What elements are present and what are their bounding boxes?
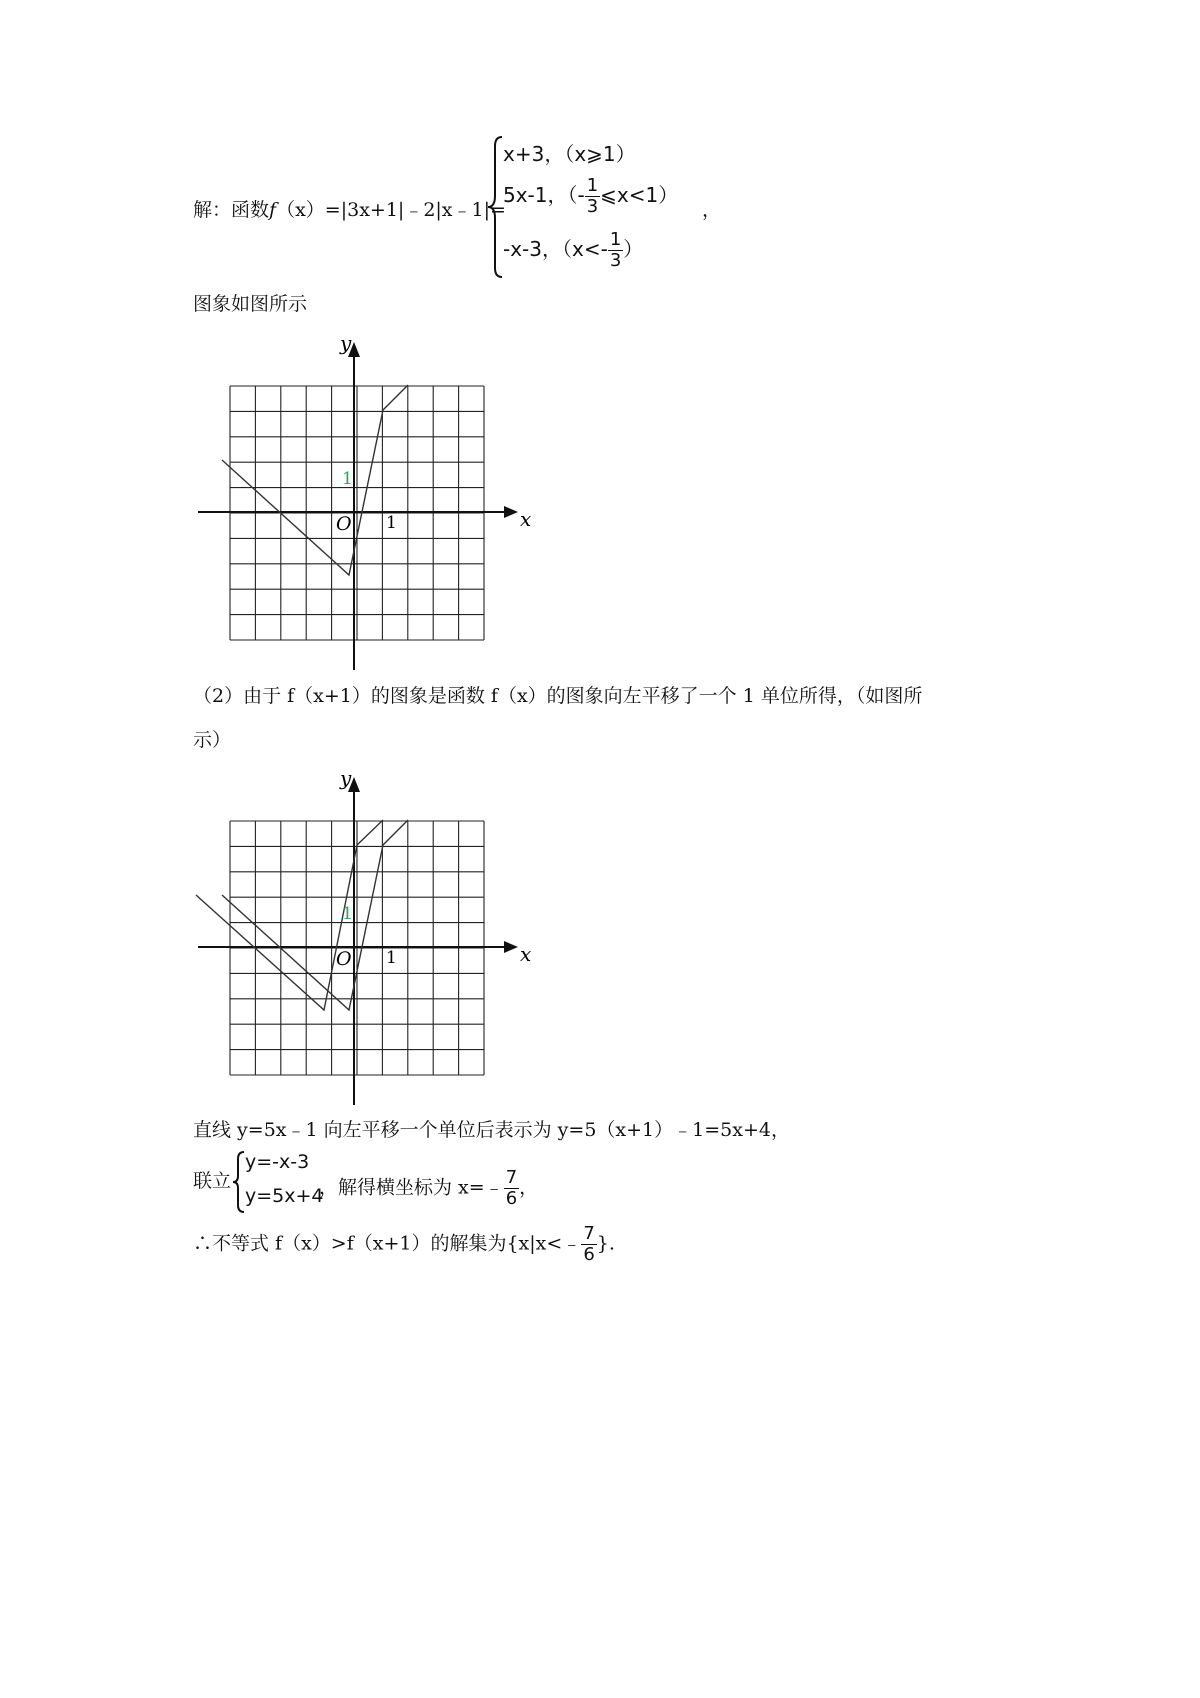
origin-label: O	[336, 513, 352, 535]
piecewise-case-3: -x-3，（x<- $\frac{1}{3}$ ）	[503, 229, 644, 271]
system-brace	[232, 1150, 246, 1214]
fraction-seven-sixths: $\frac{7}{6}$	[505, 1167, 518, 1209]
shift-line: 直线 y=5x﹣1 向左平移一个单位后表示为 y=5（x+1）﹣1=5x+4，	[193, 1119, 790, 1141]
part2-line-2: 示）	[193, 729, 232, 751]
x-unit-label: 1	[386, 948, 397, 968]
conclusion: ∴不等式 f（x）>f（x+1）的解集为{x|x<﹣ $\frac{7}{6}$ }.	[193, 1223, 615, 1265]
y-unit-label: 1	[342, 904, 353, 924]
system-prefix: 联立	[193, 1170, 232, 1192]
solution-intro: 解：函数f（x）=|3x+1|﹣2|x﹣1|=	[193, 199, 506, 221]
part2-line-1: （2）由于 f（x+1）的图象是函数 f（x）的图象向左平移了一个 1 单位所得，（如图所	[193, 685, 923, 707]
x-axis-arrow	[504, 506, 518, 518]
y-axis-label: y	[340, 331, 352, 355]
y-axis-label: y	[340, 766, 352, 790]
graph-fx-and-fx1	[190, 765, 540, 1105]
system-eq-1: y=-x-3	[245, 1151, 310, 1173]
x-axis-label: x	[520, 507, 532, 531]
x-axis-arrow	[504, 941, 518, 953]
graph-line-fx	[222, 385, 408, 575]
y-unit-label: 1	[342, 469, 353, 489]
fraction-one-third: $\frac{1}{3}$	[609, 229, 622, 271]
x-axis-label: x	[520, 942, 532, 966]
graph-fx	[190, 330, 540, 670]
fraction-seven-sixths: $\frac{7}{6}$	[583, 1223, 595, 1265]
piecewise-case-2: 5x-1，（- $\frac{1}{3}$ ⩽x<1）	[503, 175, 679, 217]
system-result: ，解得横坐标为 x=﹣ $\frac{7}{6}$ ，	[319, 1167, 539, 1209]
x-unit-label: 1	[386, 513, 397, 533]
graph-line-fx	[222, 820, 408, 1010]
fraction-one-third: $\frac{1}{3}$	[586, 175, 599, 217]
system-eq-2: y=5x+4	[245, 1185, 324, 1207]
origin-label: O	[336, 948, 352, 970]
graph-caption: 图象如图所示	[193, 293, 308, 315]
trailing-comma: ，	[702, 199, 722, 221]
piecewise-case-1: x+3，（x⩾1）	[503, 142, 636, 166]
